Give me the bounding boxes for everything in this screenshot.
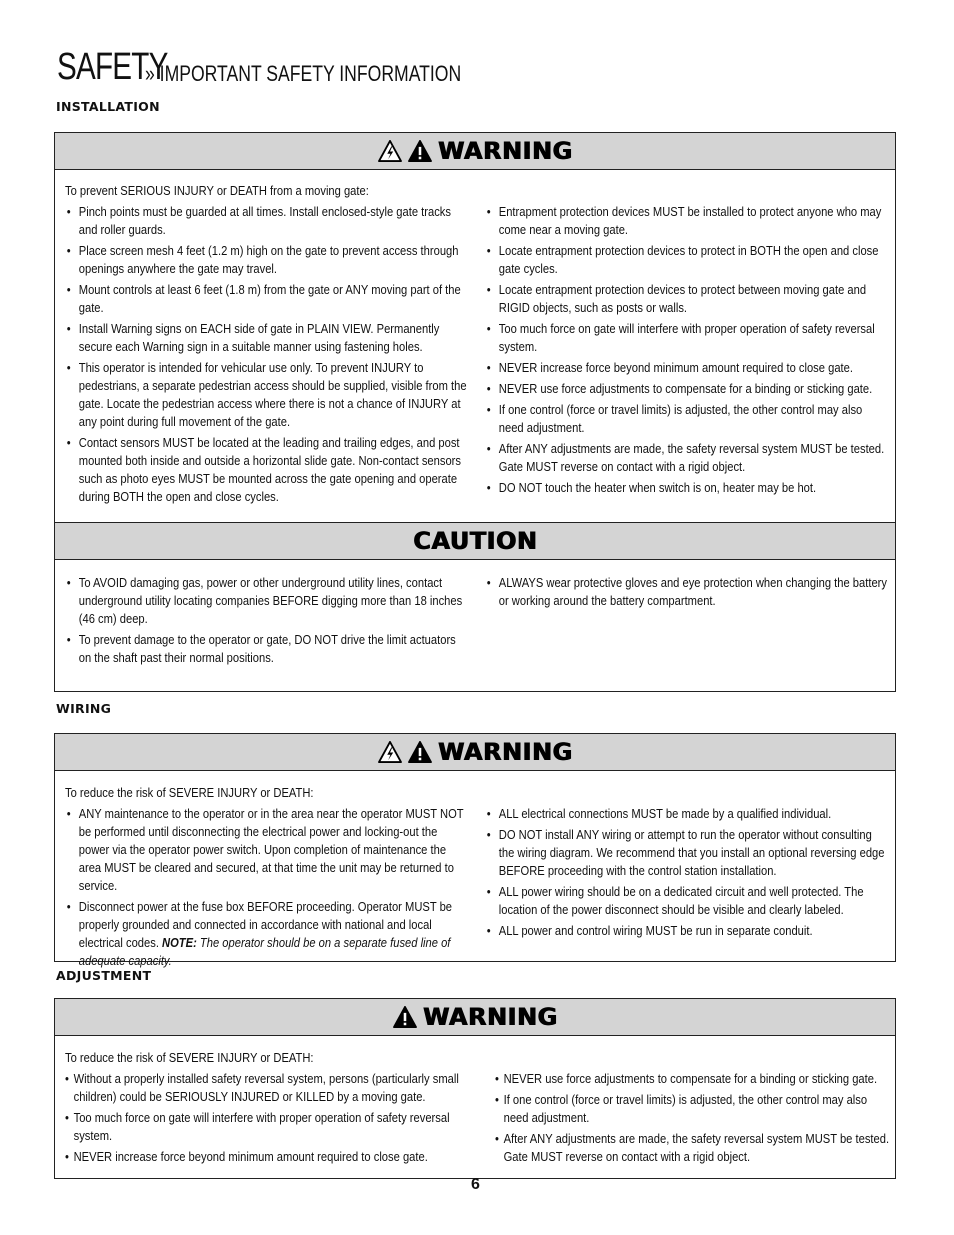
warning-heading: WARNING [422, 1003, 558, 1031]
exclamation-warning-icon [393, 1006, 417, 1028]
list-item-text: Disconnect power at the fuse box BEFORE proceeding. Operator MUST be properly grounded and connected in accordance with national and local electrical codes. [78, 899, 453, 950]
installation-caution-body [55, 560, 895, 690]
list-item: • Pinch points must be guarded at all times. Install enclosed-style gate tracks and roller guards. [65, 203, 467, 239]
list-item: • Too much force on gate will interfere with proper operation of safety reversal system. [65, 1109, 464, 1145]
electric-shock-warning-icon [378, 741, 402, 763]
note-text: The operator should be on a separate fused line of adequate capacity. [78, 935, 451, 968]
list-item: • NEVER use force adjustments to compensate for a binding or sticking gate. [485, 380, 888, 398]
wiring-box [54, 733, 896, 968]
list-item: • ALL power and control wiring MUST be run in separate conduit. [485, 922, 888, 940]
adjustment-warning-right [495, 1070, 891, 1169]
installation-warning-bar [55, 133, 895, 170]
section-wiring: WIRING [56, 701, 112, 716]
section-adjustment: ADJUSTMENT [56, 968, 152, 983]
warning-heading: WARNING [437, 738, 573, 766]
list-item: • After ANY adjustments are made, the safety reversal system MUST be tested. Gate MUST reverse on contact with a rigid object. [485, 440, 888, 476]
warning-intro: To reduce the risk of SEVERE INJURY or DEATH: [65, 1050, 314, 1065]
list-item: • ALL electrical connections MUST be made by a qualified individual. [485, 805, 888, 823]
adjustment-warning-left [65, 1049, 465, 1169]
list-item: • NEVER increase force beyond minimum amount required to close gate. [485, 359, 888, 377]
list-item: • Contact sensors MUST be located at the leading and trailing edges, and post mounted both inside and outside a horizontal slide gate. Non-contact sensors such as photo eyes MUST be mounted across the gate opening and operate during BOTH the open and close cycles. [65, 434, 467, 506]
adjustment-box [54, 998, 896, 1179]
list-item: • Locate entrapment protection devices to protect between moving gate and RIGID objects, such as posts or walls. [485, 281, 888, 317]
list-item: • NEVER use force adjustments to compensate for a binding or sticking gate. [495, 1070, 890, 1088]
list-item: • Locate entrapment protection devices to protect in BOTH the open and close gate cycles. [485, 242, 888, 278]
list-item: • DO NOT touch the heater when switch is on, heater may be hot. [485, 479, 888, 497]
list-item: • Install Warning signs on EACH side of gate in PLAIN VIEW. Permanently secure each Warning sign in a suitable manner using fastening holes. [65, 320, 467, 356]
list-item [65, 898, 467, 970]
warning-intro: To reduce the risk of SEVERE INJURY or DEATH: [65, 785, 314, 800]
warning-intro: To prevent SERIOUS INJURY or DEATH from a moving gate: [65, 183, 369, 198]
list-item: • Entrapment protection devices MUST be installed to protect anyone who may come near a moving gate. [485, 203, 888, 239]
caution-right [485, 574, 889, 613]
title-safety: SAFETY [57, 46, 168, 88]
installation-warning-right [485, 203, 889, 500]
section-installation: INSTALLATION [56, 99, 160, 114]
wiring-warning-left [65, 784, 468, 973]
wiring-warning-bar [55, 734, 895, 771]
installation-warning-body [55, 170, 895, 522]
list-item: • Too much force on gate will interfere with proper operation of safety reversal system. [485, 320, 888, 356]
list-item: • To AVOID damaging gas, power or other underground utility lines, contact underground utility locating companies BEFORE digging more than 18 inches (46 cm) deep. [65, 574, 467, 628]
list-item: • Place screen mesh 4 feet (1.2 m) high on the gate to prevent access through openings anywhere the gate may travel. [65, 242, 467, 278]
list-item: • Without a properly installed safety reversal system, persons (particularly small children) could be SERIOUSLY INJURED or KILLED by a moving gate. [65, 1070, 464, 1106]
list-item: • To prevent damage to the operator or gate, DO NOT drive the limit actuators on the shaft past their normal positions. [65, 631, 467, 667]
adjustment-warning-bar [55, 999, 895, 1036]
list-item: • ANY maintenance to the operator or in the area near the operator MUST NOT be performed until disconnecting the electrical power and locking-out the power via the operator power switch. Upon completion of maintenance the area MUST be cleared and secured, at that time the unit may be returned to service. [65, 805, 467, 895]
list-item: • If one control (force or travel limits) is adjusted, the other control may also need adjustment. [495, 1091, 890, 1127]
caution-heading: CAUTION [412, 527, 538, 555]
installation-box [54, 132, 896, 692]
list-item: • If one control (force or travel limits) is adjusted, the other control may also need adjustment. [485, 401, 888, 437]
installation-warning-left [65, 182, 468, 509]
warning-heading: WARNING [437, 137, 573, 165]
wiring-warning-right [485, 805, 889, 943]
list-item: • DO NOT install ANY wiring or attempt to run the operator without consulting the wiring diagram. We recommend that you install an optional reversing edge BEFORE proceeding with the control station installation. [485, 826, 888, 880]
exclamation-warning-icon [408, 140, 432, 162]
list-item: • This operator is intended for vehicular use only. To prevent INJURY to pedestrians, a separate pedestrian access should be supplied, visible from the gate. Locate the pedestrian access where there is not a chance of INJURY at any point during full movement of the gate. [65, 359, 467, 431]
list-item: • ALWAYS wear protective gloves and eye protection when changing the battery or working around the battery compartment. [485, 574, 888, 610]
list-item: • After ANY adjustments are made, the safety reversal system MUST be tested. Gate MUST reverse on contact with a rigid object. [495, 1130, 890, 1166]
installation-caution-bar [55, 522, 895, 560]
caution-left [65, 574, 468, 670]
page-title [57, 46, 462, 89]
list-item: • Mount controls at least 6 feet (1.8 m) from the gate or ANY moving part of the gate. [65, 281, 467, 317]
list-item: • NEVER increase force beyond minimum amount required to close gate. [65, 1148, 464, 1166]
electric-shock-warning-icon [378, 140, 402, 162]
title-subtitle: » IMPORTANT SAFETY INFORMATION [145, 61, 462, 86]
exclamation-warning-icon [408, 741, 432, 763]
page-number: 6 [471, 1176, 480, 1193]
list-item: • ALL power wiring should be on a dedicated circuit and well protected. The location of the power disconnect should be visible and clearly labeled. [485, 883, 888, 919]
note-label: NOTE: [162, 935, 197, 950]
